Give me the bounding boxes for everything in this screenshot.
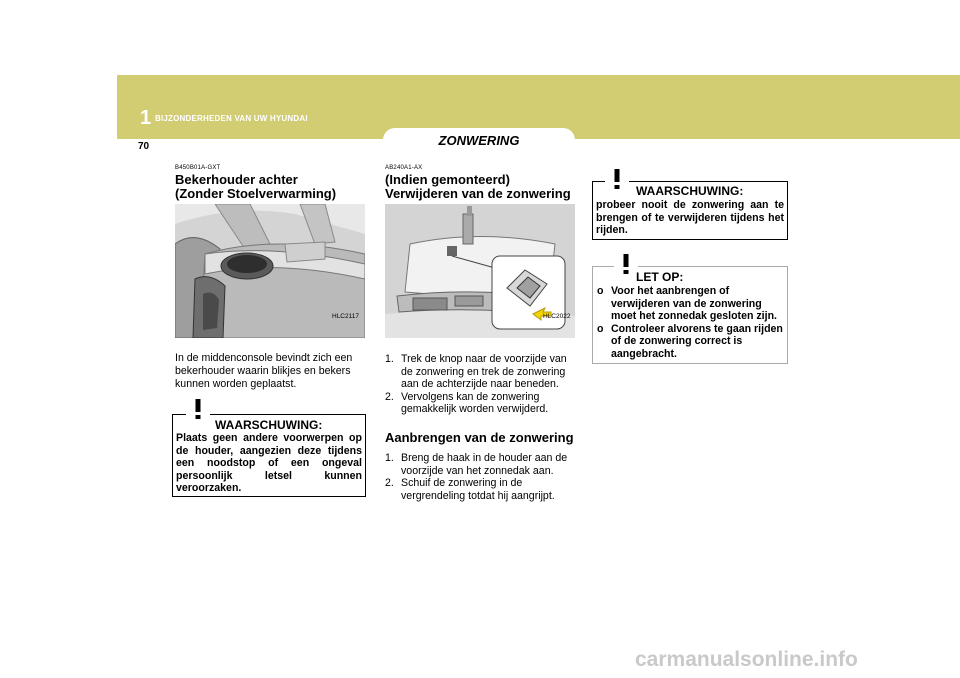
right-warning-title: WAARSCHUWING: <box>636 184 744 198</box>
list-item: o Voor het aanbrengen of verwijderen van de zonwering moet het zonnedak gesloten zijn. <box>597 285 777 322</box>
list-item: 2. Schuif de zonwering in de vergrendeling totdat hij aangrijpt. <box>385 477 555 502</box>
list-item: o Controleer alvorens te gaan rijden of de zonwering correct is aangebracht. <box>597 322 783 360</box>
middle-heading-line1: (Indien gemonteerd) <box>385 172 510 187</box>
warning-icon <box>186 397 210 421</box>
page-number: 70 <box>138 141 150 152</box>
right-warning-text: probeer nooit de zonwering aan te brengen of te verwijderen tijdens het rijden. <box>596 199 784 236</box>
watermark: carmanualsonline.info <box>635 648 858 671</box>
warning-icon <box>605 167 629 191</box>
install-subheading: Aanbrengen van de zonwering <box>385 430 574 445</box>
left-body-text: In de middenconsole bevindt zich een bekerhouder waarin blikjes en bekers kunnen worden geplaatst. <box>175 352 353 390</box>
left-figure-code: HLC2117 <box>332 313 359 320</box>
caution-icon <box>614 252 638 276</box>
list-item: 1. Trek de knop naar de voorzijde van de zonwering en trek de zonwering aan de achterzijde naar beneden. <box>385 353 567 390</box>
left-heading-line2: (Zonder Stoelverwarming) <box>175 186 337 201</box>
left-section-code: B450B01A-GXT <box>175 165 221 171</box>
caution-list <box>597 285 784 360</box>
list-item: 2. Vervolgens kan de zonwering gemakkelijk worden verwijderd. <box>385 390 549 415</box>
middle-figure-code: HLC2022 <box>543 313 571 320</box>
section-title: ZONWERING <box>438 133 520 148</box>
left-warning-text: Plaats geen andere voorwerpen op de houder, aangezien deze tijdens een noodstop of een ongeval persoonlijk letsel kunnen veroorzaken. <box>176 432 362 494</box>
middle-heading-line2: Verwijderen van de zonwering <box>385 186 571 201</box>
middle-section-code: AB240A1-AX <box>385 165 423 171</box>
caution-title: LET OP: <box>636 270 684 284</box>
left-heading-line1: Bekerhouder achter <box>175 172 298 187</box>
chapter-number: 1 <box>140 107 152 129</box>
remove-steps <box>385 353 575 416</box>
left-warning-title: WAARSCHUWING: <box>215 418 323 432</box>
install-steps <box>385 452 575 502</box>
chapter-title: BIJZONDERHEDEN VAN UW HYUNDAI <box>155 114 308 123</box>
list-item: 1. Breng de haak in de houder aan de voorzijde van het zonnedak aan. <box>385 452 568 477</box>
